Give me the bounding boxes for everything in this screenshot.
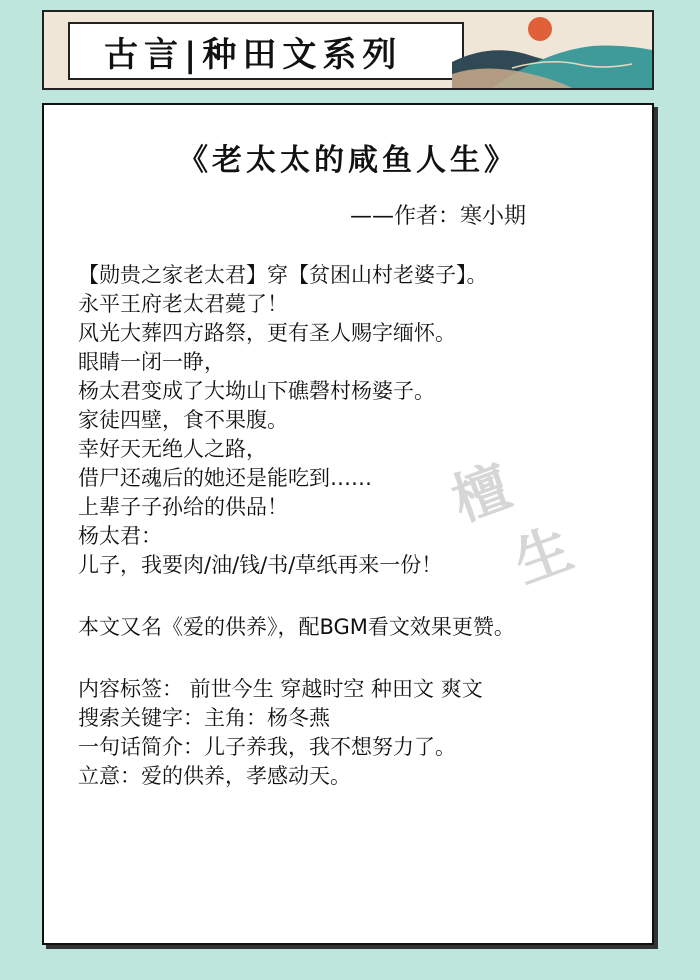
keywords-line: 搜索关键字：主角：杨冬燕 <box>78 706 330 730</box>
synopsis-content <box>78 261 638 791</box>
synopsis-line: 永平王府老太君薨了！ <box>78 292 288 316</box>
header-title-box <box>68 22 464 80</box>
series-title: 古言|种田文系列 <box>104 34 403 75</box>
synopsis-line: 借尸还魂后的她还是能吃到…… <box>78 466 372 490</box>
synopsis-line: 幸好天无绝人之路， <box>78 437 267 461</box>
book-card <box>42 103 654 945</box>
synopsis-line: 眼睛一闭一睁， <box>78 350 225 374</box>
one-liner-line: 一句话简介：儿子养我，我不想努力了。 <box>78 735 456 759</box>
alias-line: 本文又名《爱的供养》，配BGM看文效果更赞。 <box>78 615 515 639</box>
paragraph-gap <box>78 580 638 613</box>
landscape-illustration <box>452 12 652 88</box>
synopsis-line: 家徒四壁，食不果腹。 <box>78 408 288 432</box>
synopsis-line: 杨太君： <box>78 524 162 548</box>
synopsis-line: 【勋贵之家老太君】穿【贫困山村老婆子】。 <box>78 263 488 287</box>
synopsis-line: 儿子，我要肉/油/钱/书/草纸再来一份！ <box>78 553 443 577</box>
synopsis-line: 杨太君变成了大坳山下礁磬村杨婆子。 <box>78 379 435 403</box>
watermark-char: 生 <box>505 515 581 597</box>
watermark-char: 檀 <box>443 453 519 535</box>
book-title: 《老太太的咸鱼人生》 <box>178 143 518 178</box>
book-author: ——作者：寒小期 <box>350 204 527 229</box>
tags-line: 内容标签： 前世今生 穿越时空 种田文 爽文 <box>78 677 483 701</box>
header-banner <box>42 10 654 90</box>
synopsis-line: 上辈子子孙给的供品！ <box>78 495 288 519</box>
sun-icon <box>528 17 552 41</box>
theme-line: 立意：爱的供养，孝感动天。 <box>78 764 351 788</box>
paragraph-gap <box>78 642 638 675</box>
synopsis-line: 风光大葬四方路祭，更有圣人赐字缅怀。 <box>78 321 456 345</box>
